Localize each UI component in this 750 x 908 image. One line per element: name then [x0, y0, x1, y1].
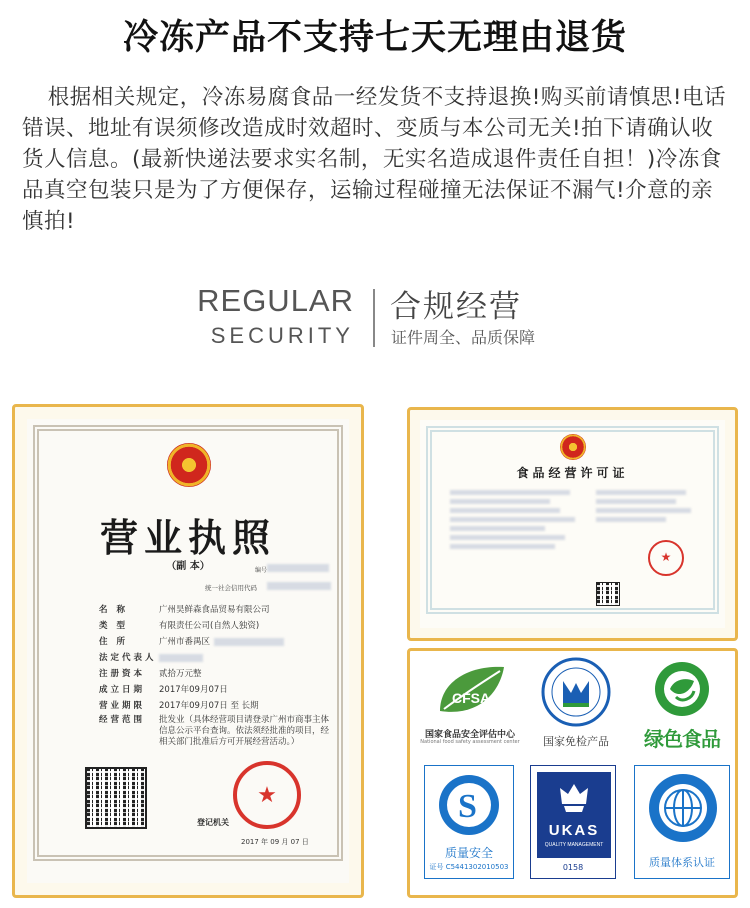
section-en-line2: SECURITY [210, 323, 354, 348]
section-en-line1: REGULAR [197, 283, 354, 318]
business-license-title: 营业执照 [99, 515, 276, 560]
svg-text:CFSA: CFSA [452, 690, 491, 706]
license-copy-label: （副 本） [166, 561, 210, 572]
license-row: 营业期限 2017年09月07日 至 长期 [99, 701, 259, 711]
green-food-logo [630, 657, 734, 751]
qr-code-icon [85, 767, 147, 829]
isc-caption: 质量体系认证 [649, 856, 715, 869]
national-emblem-icon [167, 443, 211, 487]
license-row: 住 所 广州市番禺区 [99, 635, 284, 647]
certification-logos-frame [407, 648, 738, 898]
section-divider [373, 289, 375, 347]
quality-safety-sub: 证号 C5441302010503 [429, 863, 509, 871]
license-row: 名 称 广州昊鲜森食品贸易有限公司 [99, 605, 270, 615]
isc-icon [647, 772, 719, 844]
license-row: 成立日期 2017年09月07日 [99, 685, 228, 695]
green-food-icon [652, 659, 712, 719]
food-license-frame [407, 407, 738, 641]
svg-text:S: S [458, 788, 477, 825]
serial-label: 编号 [255, 567, 268, 574]
cfsa-sub: National food safety assessment center [420, 739, 520, 745]
cfsa-icon [430, 661, 510, 723]
cfsa-logo [418, 661, 522, 751]
inspection-free-logo [528, 657, 624, 751]
national-emblem-icon [560, 434, 586, 460]
section-header [0, 283, 750, 355]
green-food-caption: 绿色食品 [644, 727, 720, 751]
license-row: 法定代表人 [99, 651, 203, 663]
return-policy-notice: 根据相关规定，冷冻易腐食品一经发货不支持退换!购买前请慎思!电话错误、地址有误须修改造成时效超时、变质与本公司无关!拍下请确认收货人信息。(最新快递法要求实名制，无实名造成退件责任自担！)冷冻食品真空包装只是为了方便保存，运输过程碰撞无法保证不漏气!介意的亲慎拍! [22, 85, 727, 234]
cfsa-caption: 国家食品安全评估中心 [424, 730, 515, 740]
section-cn-title: 合规经营 [390, 289, 522, 325]
isc-badge [634, 765, 730, 879]
authority-label: 登记机关 [197, 818, 229, 827]
food-license-fields-right [596, 486, 696, 526]
quality-safety-caption: 质量安全 [444, 846, 493, 860]
official-seal-icon: ★ [233, 761, 301, 829]
business-license-frame [12, 404, 364, 898]
section-cn-subtitle: 证件周全、品质保障 [391, 328, 536, 347]
food-license-fields [450, 486, 580, 553]
credit-code-blur [267, 582, 331, 590]
license-row: 类 型 有限责任公司(自然人独资) [99, 621, 260, 631]
inspection-free-caption: 国家免检产品 [543, 735, 609, 748]
credit-code-label: 统一社会信用代码 [205, 584, 257, 592]
license-row: 注册资本 贰拾万元整 [99, 669, 202, 679]
food-license-title: 食品经营许可证 [516, 466, 629, 480]
business-license-paper [27, 419, 349, 883]
ukas-sub: 0158 [562, 863, 584, 872]
license-row: 经营范围 批发业（具体经营项目请登录广州市商事主体信息公示平台查询。依法须经批准的项目，经相关部门批准后方可开展经营活动。） [99, 715, 330, 747]
quality-safety-badge [424, 765, 514, 879]
inspection-free-icon [541, 657, 611, 727]
page-title: 冷冻产品不支持七天无理由退货 [122, 18, 627, 58]
ukas-badge [530, 765, 616, 879]
qr-code-icon [596, 582, 620, 606]
license-date: 2017 年 09 月 07 日 [241, 838, 309, 846]
food-license-paper [420, 420, 725, 628]
quality-safety-icon [434, 772, 504, 838]
serial-blur [267, 564, 329, 572]
official-seal-icon: ★ [648, 540, 684, 576]
ukas-icon: UKAS QUALITY MANAGEMENT [537, 772, 611, 858]
